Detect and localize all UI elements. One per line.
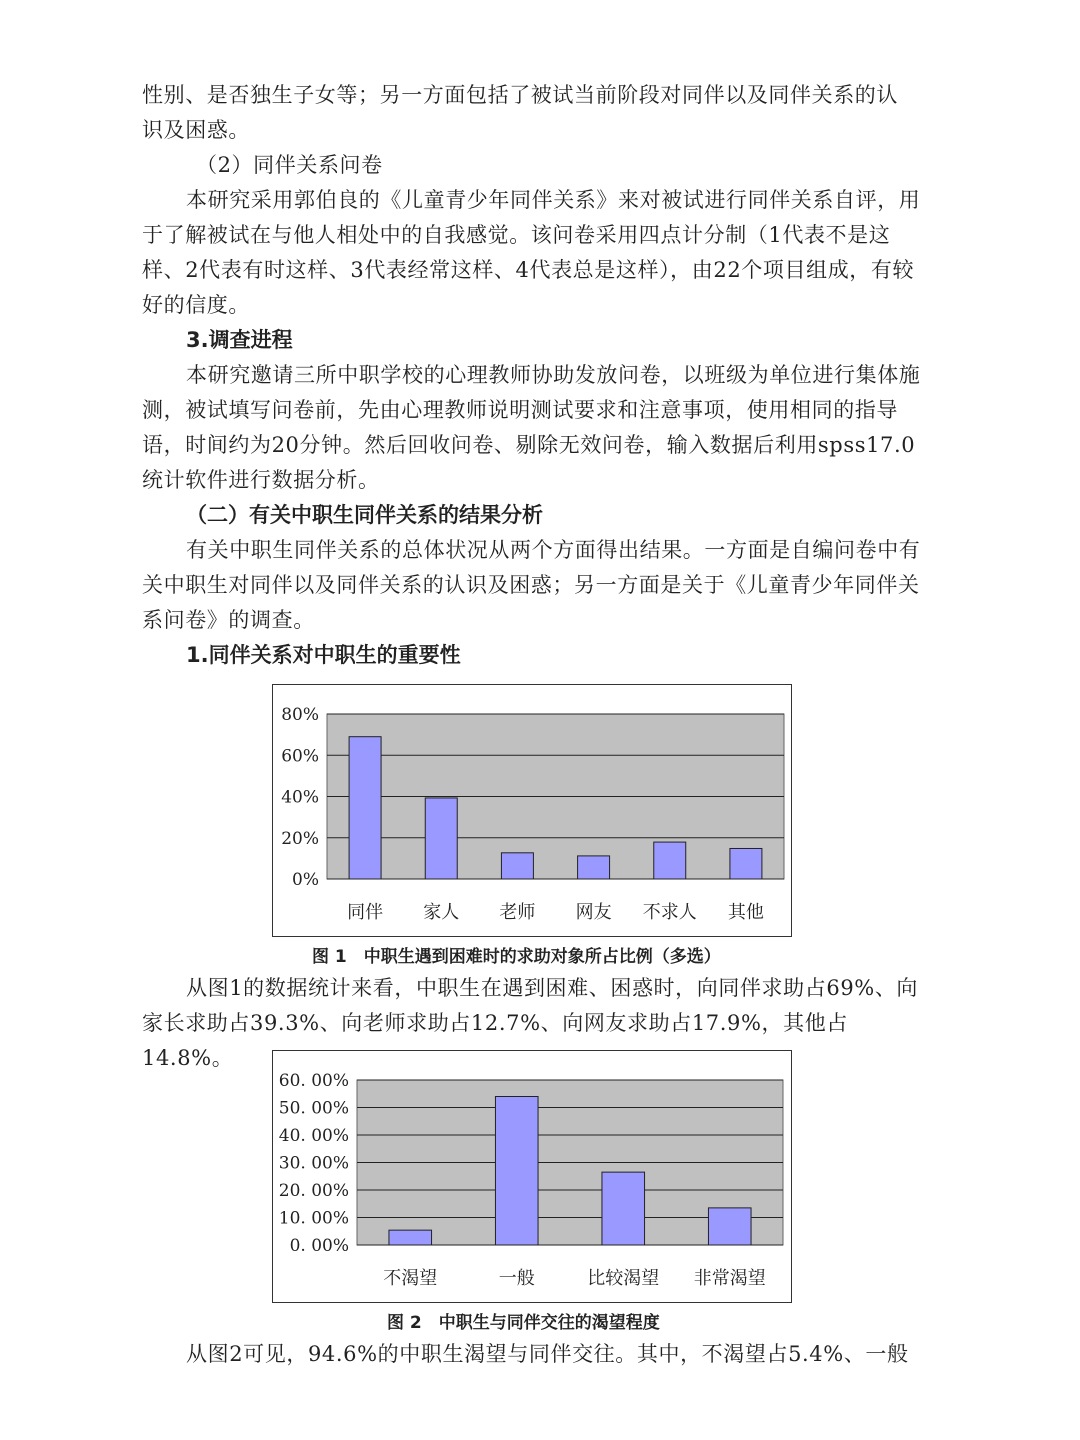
figure-1-y-tick-label: 40% — [281, 787, 319, 808]
figure-2-y-tick-label: 20. 00% — [278, 1181, 349, 1201]
figure-1-x-tick-label: 不求人 — [642, 902, 697, 923]
figure-2-y-tick-label: 0. 00% — [289, 1236, 349, 1256]
figure-1-y-tick-label: 0% — [292, 870, 319, 890]
figure-1-bar — [349, 737, 381, 879]
figure-1-bar — [425, 798, 457, 879]
figure-1-caption: 图 1 中职生遇到困难时的求助对象所占比例（多选） — [312, 947, 721, 967]
figure-2-bar — [602, 1172, 645, 1245]
figure-1-x-tick-label: 网友 — [575, 902, 612, 923]
figure-2-x-tick-label: 一般 — [498, 1268, 535, 1289]
figure-2-y-tick-label: 40. 00% — [278, 1126, 349, 1146]
heading-importance: 1.同伴关系对中职生的重要性 — [186, 643, 461, 667]
figure-1-x-tick-label: 同伴 — [347, 902, 384, 923]
figure-2-y-tick-label: 30. 00% — [278, 1153, 349, 1174]
figure-1-bar — [501, 853, 533, 879]
figure-2-x-tick-label: 非常渴望 — [693, 1268, 766, 1289]
figure-2-y-tick-label: 10. 00% — [278, 1208, 349, 1229]
figure-2-x-tick-label: 不渴望 — [383, 1268, 438, 1289]
figure-1-chart — [273, 685, 791, 936]
heading-survey-process: 3.调查进程 — [186, 328, 293, 352]
figure-2-bar — [495, 1097, 538, 1246]
figure-1-y-tick-label: 20% — [281, 828, 319, 849]
figure-1-bar — [578, 856, 610, 879]
figure-1-y-tick-label: 60% — [281, 746, 319, 767]
figure-1-bar — [730, 848, 762, 879]
paragraph-1-line-2: 识及困惑。 — [142, 118, 250, 142]
heading-results-analysis: （二）有关中职生同伴关系的结果分析 — [186, 503, 543, 527]
figure-2-caption: 图 2 中职生与同伴交往的渴望程度 — [387, 1313, 660, 1333]
subsection-2-title: （2）同伴关系问卷 — [196, 153, 383, 177]
figure-1-frame — [272, 684, 792, 937]
figure-1-x-tick-label: 家人 — [423, 902, 460, 923]
paragraph-questionnaire: 本研究采用郭伯良的《儿童青少年同伴关系》来对被试进行同伴关系自评，用于了解被试在与他人相处中的自我感觉。该问卷采用四点计分制（1代表不是这样、2代表有时这样、3代表经常这样、4代表总是这样），由22个项目组成，有较好的信度。 — [142, 188, 921, 317]
figure-1-x-tick-label: 老师 — [499, 902, 536, 923]
figure-2-bar — [708, 1208, 751, 1245]
figure-1-x-tick-label: 其他 — [727, 902, 764, 923]
figure-2-frame — [272, 1050, 792, 1303]
figure-2-bar — [389, 1230, 432, 1245]
paragraph-survey-process: 本研究邀请三所中职学校的心理教师协助发放问卷，以班级为单位进行集体施测，被试填写问卷前，先由心理教师说明测试要求和注意事项，使用相同的指导语，时间约为20分钟。然后回收问卷、剔除无效问卷，输入数据后利用spss17.0统计软件进行数据分析。 — [142, 363, 921, 492]
figure-2-chart — [273, 1051, 791, 1302]
paragraph-figure-2-analysis: 从图2可见，94.6%的中职生渴望与同伴交往。其中，不渴望占5.4%、一般 — [186, 1342, 909, 1366]
paragraph-figure-1-analysis: 从图1的数据统计来看，中职生在遇到困难、困惑时，向同伴求助占69%、向家长求助占39.3%、向老师求助占12.7%、向网友求助占17.9%，其他占14.8%。 — [142, 976, 919, 1070]
figure-2-x-tick-label: 比较渴望 — [587, 1268, 660, 1289]
paragraph-results-overview: 有关中职生同伴关系的总体状况从两个方面得出结果。一方面是自编问卷中有关中职生对同伴以及同伴关系的认识及困惑；另一方面是关于《儿童青少年同伴关系问卷》的调查。 — [142, 538, 921, 632]
figure-2-y-tick-label: 60. 00% — [278, 1071, 349, 1091]
figure-2-y-tick-label: 50. 00% — [278, 1098, 349, 1119]
paragraph-1-line-1: 性别、是否独生子女等；另一方面包括了被试当前阶段对同伴以及同伴关系的认 — [142, 83, 898, 107]
figure-1-y-tick-label: 80% — [281, 705, 319, 725]
figure-1-bar — [654, 842, 686, 879]
